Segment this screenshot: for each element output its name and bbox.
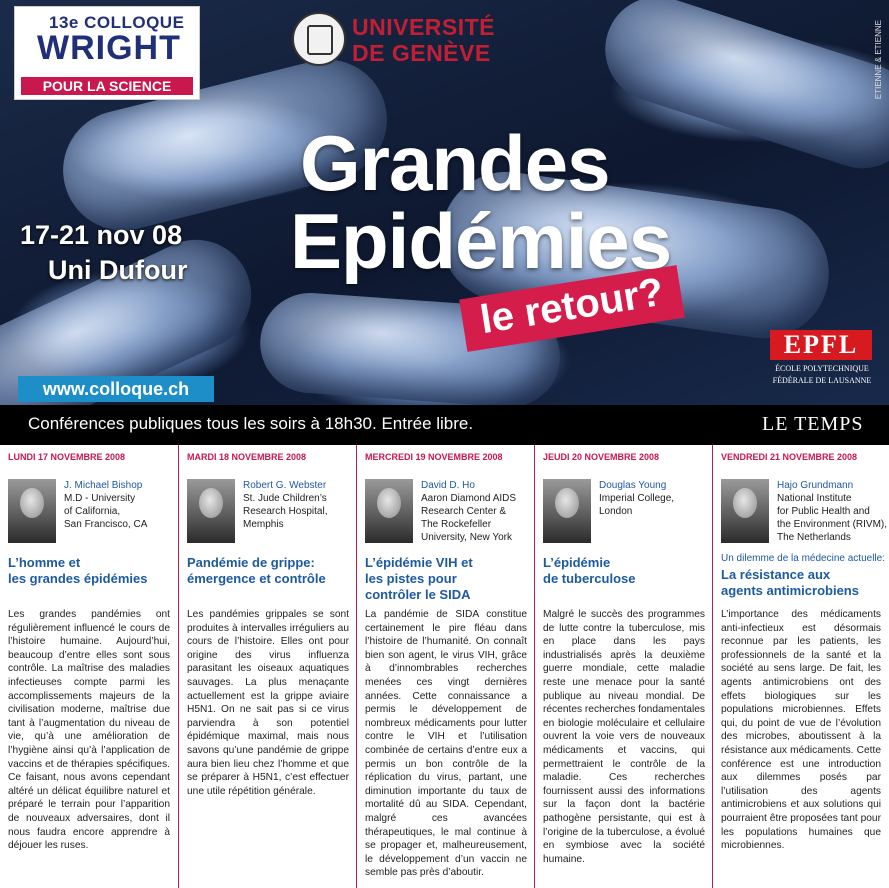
talk-title <box>543 555 709 587</box>
talk-title-line: L’épidémie <box>543 555 611 570</box>
speaker-name: Robert G. Webster <box>243 480 327 491</box>
talk-title <box>365 555 531 603</box>
speaker-affiliation: of California, <box>64 506 121 517</box>
speaker-name: Douglas Young <box>599 480 667 491</box>
speaker-affiliation: St. Jude Children’s <box>243 493 327 504</box>
designer-credit: ETIENNE & ETIENNE <box>874 20 883 100</box>
logo-line-1: 13e COLLOQUE <box>49 13 185 32</box>
bacterium-illustration <box>592 0 889 182</box>
speaker-affiliation: the Environment (RIVM), <box>777 519 888 530</box>
logo-line-3: POUR LA SCIENCE <box>21 77 193 95</box>
speaker-info <box>421 479 516 544</box>
speaker-affiliation: The Rockefeller <box>421 519 492 530</box>
talk-abstract: Les pandémies grippales se sont produites à intervalles irréguliers au cours de l’histoire. Elles ont pour origine des virus influenza parasitant les oiseaux aquatiques sauvages. La plus menaçante actuellement est la grippe aviaire H5N1. On ne sait pas si ce virus parviendra à son potentiel épidémique maximal, mais nous savons qu’une pandémie de grippe aura bien lieu chez l’homme et que se préparer à H5N1, c’est effectuer une utile répétition générale. <box>187 609 349 797</box>
program-column-monday <box>0 445 178 888</box>
speaker-info <box>64 479 147 531</box>
program-column-thursday <box>534 445 713 888</box>
speaker-affiliation: San Francisco, CA <box>64 519 148 530</box>
talk-title-line: La résistance aux <box>721 567 831 582</box>
talk-title-line: agents antimicrobiens <box>721 583 859 598</box>
speaker-affiliation: for Public Health and <box>777 506 870 517</box>
epfl-name-line-1: ÉCOLE POLYTECHNIQUE <box>775 364 869 373</box>
info-banner <box>0 405 889 445</box>
talk-pre-title: Un dilemme de la médecine actuelle: <box>721 553 885 564</box>
hero-poster <box>0 0 889 405</box>
logo-line-2: WRIGHT <box>37 29 181 67</box>
program-columns <box>0 445 889 888</box>
event-venue: Uni Dufour <box>48 255 188 285</box>
speaker-affiliation: National Institute <box>777 493 852 504</box>
epfl-mark: EPFL <box>770 330 872 360</box>
column-day: JEUDI 20 NOVEMBRE 2008 <box>543 452 660 462</box>
talk-abstract: La pandémie de SIDA constitue certainement le pire fléau dans l’histoire de l’humanité. On connaît bien son agent, le virus VIH, grâce à d’innombrables recherches menées ces vingt dernières années. Cette connaissance a permis le développement de nombreux médicaments pour lutter contre le VIH et l’utilisation combinée de certains d’entre eux a permis un bon contrôle de la réplication du virus, partant, une diminution importante du taux de mortalité dû au SIDA. Cependant, malgré ces avancées thérapeutiques, le mal continue à se propager et, malheureusement, le développement d’un vaccin ne semble pas près d’aboutir. <box>365 609 527 879</box>
column-day: MARDI 18 NOVEMBRE 2008 <box>187 452 307 462</box>
speaker-photo <box>543 479 591 543</box>
program-column-wednesday <box>356 445 535 888</box>
talk-title-line: L’homme et <box>8 555 81 570</box>
speaker-affiliation: Memphis <box>243 519 284 530</box>
university-name-line-1: UNIVERSITÉ <box>352 14 496 40</box>
speaker-affiliation: Aaron Diamond AIDS <box>421 493 517 504</box>
university-name-line-2: DE GENÈVE <box>352 40 491 66</box>
talk-abstract: Malgré le succès des programmes de lutte contre la tuberculose, mis en place dans les pays industrialisés après la deuxième guerre mondiale, cette maladie reste une menace pour la santé publique au niveau mondial. De récentes recherches fondamentales en biologie moléculaire et cellulaire ouvrent la voie vers de nouveaux médicaments et vaccins, qui permettraient le contrôle de la maladie. Ces recherches fournissent aussi des informations sur la façon dont la bactérie pathogène persistante, qui est à l’origine de la tuberculose, a évolué en symbiose avec la société humaine. <box>543 609 705 865</box>
speaker-affiliation: The Netherlands <box>777 532 851 543</box>
speaker-photo <box>8 479 56 543</box>
university-seal-icon <box>292 12 346 66</box>
program-column-tuesday <box>178 445 357 888</box>
speaker-info <box>243 479 327 531</box>
epfl-name-line-2: FÉDÉRALE DE LAUSANNE <box>772 376 872 385</box>
speaker-affiliation: Imperial College, <box>599 493 675 504</box>
talk-title-line: émergence et contrôle <box>187 571 326 586</box>
sponsor-logo: LE TEMPS <box>762 413 864 435</box>
talk-title-line: Pandémie de grippe: <box>187 555 315 570</box>
speaker-name: Hajo Grundmann <box>777 480 854 491</box>
talk-abstract: L’importance des médicaments anti-infectieux est désormais reconnue par les patients, les professionnels de la santé et la société au sens large. De fait, les agents antimicrobiens ont des effets biologiques sur les populations microbiennes. Effets qui, du point de vue de l’évolution des microbes, aboutissent à la résistance aux médicaments. Cette conférence est une introduction aux dilemmes posés par l’utilisation des agents antimicrobiens et aux solutions qui pourraient être proposées tant pour les populations humaines que microbiennes. <box>721 609 881 852</box>
talk-title <box>8 555 174 587</box>
event-dates: 17-21 nov 08 <box>20 220 183 250</box>
poster-subtitle: le retour? <box>459 265 685 352</box>
poster-title-line-2: Epidémies <box>290 197 672 285</box>
speaker-photo <box>721 479 769 543</box>
speaker-info <box>777 479 887 544</box>
epfl-logo <box>766 330 878 388</box>
talk-title-line: les grandes épidémies <box>8 571 148 586</box>
program-column-friday <box>712 445 889 888</box>
column-day: VENDREDI 21 NOVEMBRE 2008 <box>721 452 858 462</box>
banner-text: Conférences publiques tous les soirs à 18h30. Entrée libre. <box>28 414 474 433</box>
column-day: LUNDI 17 NOVEMBRE 2008 <box>8 452 126 462</box>
column-day: MERCREDI 19 NOVEMBRE 2008 <box>365 452 503 462</box>
speaker-name: David D. Ho <box>421 480 475 491</box>
talk-title-line: les pistes pour <box>365 571 457 586</box>
talk-title-line: contrôler le SIDA <box>365 587 471 602</box>
speaker-affiliation: Research Center & <box>421 506 507 517</box>
university-logo <box>292 8 502 68</box>
website-link[interactable]: www.colloque.ch <box>18 376 214 402</box>
speaker-photo <box>187 479 235 543</box>
speaker-affiliation: London <box>599 506 633 517</box>
talk-title <box>721 567 887 599</box>
talk-abstract: Les grandes pandémies ont régulièrement influencé le cours de l’histoire humaine. Aujourd’hui, beaucoup d’entre elles sont sous contrôle. La maîtrise des maladies infectieuses compte parmi les accomplissements majeurs de la civilisation moderne, maîtrise due tant à l’augmentation du niveau de vie, qu’à une amélioration de l’hygiène ainsi qu’à l’application de vaccins et de thérapies spécifiques. Ce faisant, nous avons cependant altéré un délicat équilibre naturel et préparé le terrain pour l’apparition de nouveaux adversaires, dont il nous faudra encore apprendre à déjouer les ruses. <box>8 609 170 852</box>
speaker-photo <box>365 479 413 543</box>
speaker-affiliation: M.D - University <box>64 493 136 504</box>
speaker-affiliation: Research Hospital, <box>243 506 328 517</box>
talk-title <box>187 555 353 587</box>
poster-title-line-1: Grandes <box>300 119 610 207</box>
talk-title-line: L’épidémie VIH et <box>365 555 473 570</box>
speaker-info <box>599 479 674 518</box>
speaker-affiliation: University, New York <box>421 532 512 543</box>
talk-title-line: de tuberculose <box>543 571 636 586</box>
colloque-wright-logo <box>14 6 200 100</box>
speaker-name: J. Michael Bishop <box>64 480 143 491</box>
